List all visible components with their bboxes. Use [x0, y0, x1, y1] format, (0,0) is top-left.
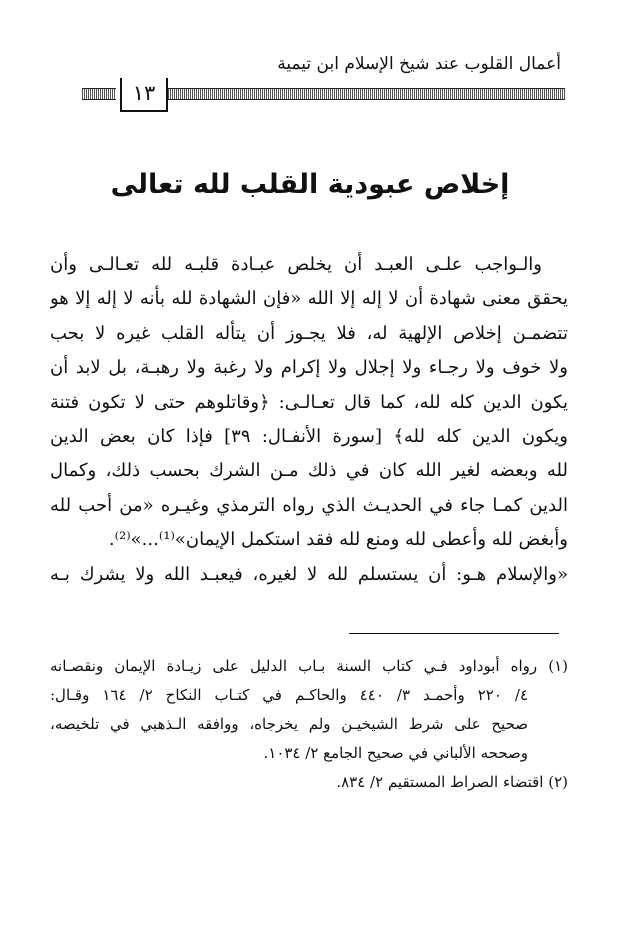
- running-header-title: أعمال القلوب عند شيخ الإسلام ابن تيمية: [277, 54, 561, 74]
- body-line: وأبغض لله وأعطى لله ومنع لله فقد استكمل الإيمان»⁽¹⁾...»⁽²⁾.: [108, 529, 568, 551]
- body-line: الدين كمـا جاء في الحديـث الذي رواه الترمذي وغيـره «من أحب لله: [50, 494, 568, 516]
- body-line: لله وبعضه لغير الله كان في ذلك مـن الشرك بحسب ذلك، وكمال: [50, 460, 568, 482]
- footnote-line: صحيح على شرط الشيخيـن ولم يخرجاه، ووافقه الـذهبي في تلخيصه،: [50, 715, 528, 733]
- footnote-line: (١) رواه أبوداود فـي كتاب السنة بـاب الدليل على زيـادة الإيمان ونقصـانه: [50, 657, 568, 675]
- body-line: يكون الدين كله لله، كما قال تعـالـى: ﴿وقاتلوهم حتى لا تكون فتنة: [50, 391, 568, 413]
- header-rule-left-segment: [82, 88, 116, 100]
- footnote-line: وصححه الألباني في صحيح الجامع ٢/ ١٠٣٤.: [263, 744, 528, 762]
- footnote-separator: [349, 633, 559, 634]
- body-line: «والإسلام هـو: أن يستسلم لله لا لغيره، فيعبـد الله ولا يشرك بـه: [50, 563, 568, 585]
- body-paragraph: [50, 248, 568, 592]
- body-line: ويكون الدين كله لله﴾ [سورة الأنفـال: ٣٩] فإذا كان بعض الدين: [50, 425, 568, 447]
- page-number: ١٣: [120, 78, 168, 112]
- footnote-line: ٤/ ٢٢٠ وأحمـد ٣/ ٤٤٠ والحاكـم في كتـاب النكاح ٢/ ١٦٤ وقـال:: [50, 686, 529, 704]
- header-rule: [82, 80, 565, 110]
- footnotes: [50, 652, 568, 797]
- body-line: يحقق معنى شهادة أن لا إله إلا الله «فإن الشهادة لله بأنه لا إله إلا هو: [50, 288, 568, 310]
- header-rule-right-segment: [168, 88, 565, 100]
- body-line: تتضمـن إخلاص الإلهية له، فلا يجـوز أن يتأله القلب غيره لا بحب: [50, 322, 568, 344]
- chapter-title: إخلاص عبودية القلب لله تعالى: [110, 169, 510, 200]
- body-line: ولا خوف ولا رجـاء ولا إجلال ولا إكرام ولا رغبة ولا رهبـة، بل لابد أن: [50, 357, 568, 379]
- footnote-line: (٢) اقتضاء الصراط المستقيم ٢/ ٨٣٤.: [336, 773, 568, 791]
- body-line: والـواجب علـى العبـد أن يخلص عبـادة قلبـه لله تعـالـى وأن: [50, 254, 542, 275]
